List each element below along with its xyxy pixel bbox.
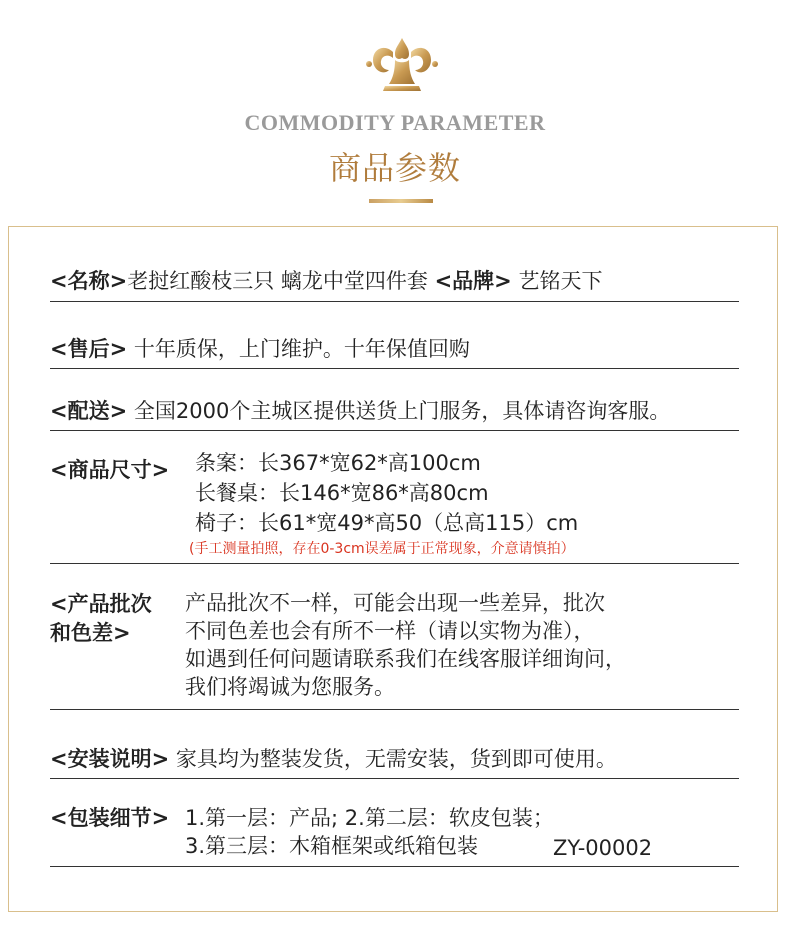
divider [50, 709, 739, 710]
name-label: <名称> [50, 269, 128, 293]
delivery-label: <配送> [50, 399, 128, 423]
brand-label: <品牌> [434, 269, 512, 293]
english-title: COMMODITY PARAMETER [244, 110, 546, 135]
divider [50, 563, 739, 564]
divider [50, 368, 739, 369]
batch-line: 不同色差也会有所不一样（请以实物为准）， [185, 619, 595, 643]
install-value: 家具均为整装发货，无需安装，货到即可使用。 [175, 747, 617, 771]
measurement-note: (手工测量拍照，存在0-3cm误差属于正常现象，介意请慎拍） [189, 541, 575, 557]
after-sales-row [50, 334, 470, 364]
package-line: 1.第一层：产品; 2.第二层：软皮包装； [185, 806, 554, 830]
name-row [50, 266, 602, 296]
divider [50, 778, 739, 779]
chinese-title: 商品参数 [328, 149, 461, 187]
batch-label: 和色差> [50, 621, 131, 645]
batch-line: 我们将竭诚为您服务。 [185, 675, 395, 699]
size-label: <商品尺寸> [50, 458, 170, 482]
name-value: 老挝红酸枝三只 螭龙中堂四件套 [127, 269, 428, 293]
after-sales-label: <售后> [50, 337, 128, 361]
divider [50, 301, 739, 302]
install-label: <安装说明> [50, 747, 170, 771]
package-line: 3.第三层：木箱框架或纸箱包装 [185, 834, 479, 858]
delivery-value: 全国2000个主城区提供送货上门服务，具体请咨询客服。 [133, 399, 671, 423]
package-label: <包装细节> [50, 806, 170, 830]
after-sales-value: 十年质保，上门维护。十年保值回购 [133, 337, 470, 361]
gold-ornament-logo [365, 36, 439, 94]
product-code: ZY-00002 [553, 836, 653, 860]
batch-label: <产品批次 [50, 592, 152, 616]
divider [50, 430, 739, 431]
size-line: 长餐桌：长146*宽86*高80cm [195, 481, 489, 505]
title-underline [369, 199, 433, 203]
size-line: 椅子：长61*宽49*高50（总高115）cm [195, 511, 579, 535]
batch-line: 如遇到任何问题请联系我们在线客服详细询问， [185, 647, 626, 671]
install-row [50, 744, 617, 774]
batch-line: 产品批次不一样，可能会出现一些差异，批次 [185, 591, 605, 615]
size-line: 条案：长367*宽62*高100cm [195, 451, 481, 475]
brand-value: 艺铭天下 [518, 269, 603, 293]
divider [50, 866, 739, 867]
delivery-row [50, 396, 670, 426]
